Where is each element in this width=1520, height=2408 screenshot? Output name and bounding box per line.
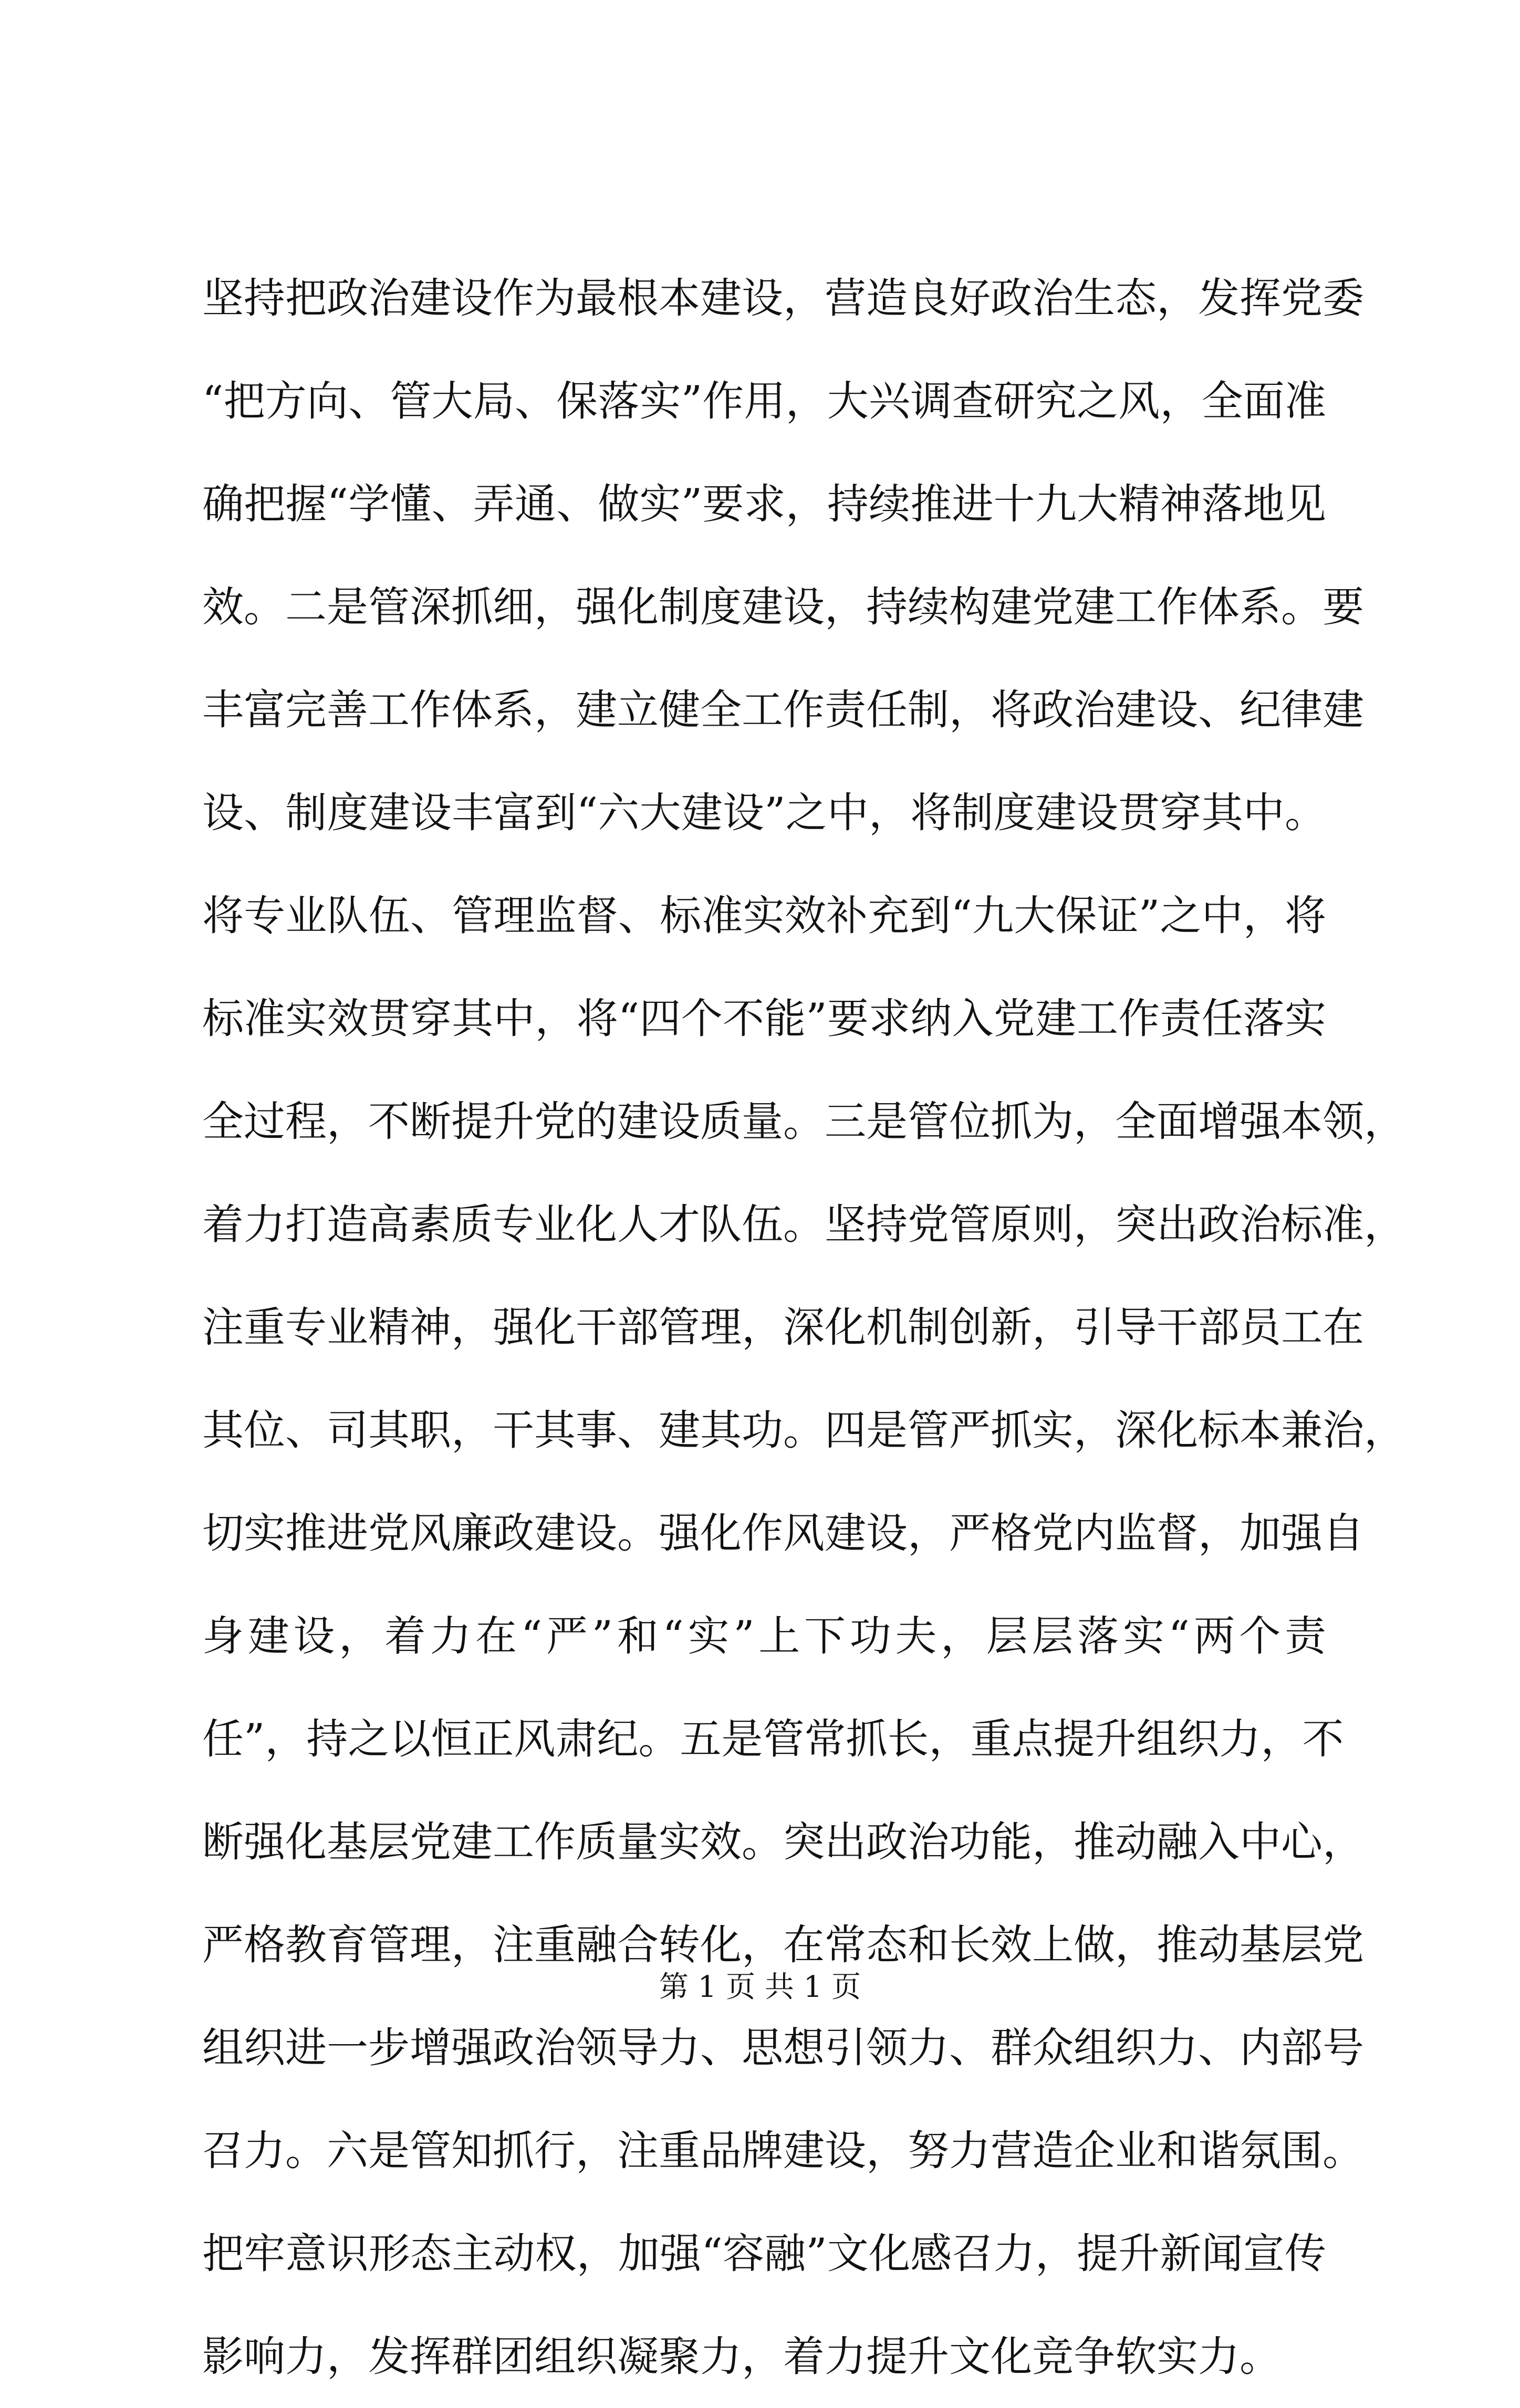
text-line: 把牢意识形态主动权，加强“容融”文化感召力，提升新闻宣传 [202,2229,1326,2278]
text-line: 严格教育管理，注重融合转化，在常态和长效上做，推动基层党 [202,1921,1364,1969]
text-line: 任”，持之以恒正风肃纪。五是管常抓长，重点提升组织力，不 [202,1715,1344,1763]
text-line: “把方向、管大局、保落实”作用，大兴调查研究之风，全面准 [202,377,1326,425]
text-line: 确把握“学懂、弄通、做实”要求，持续推进十九大精神落地见 [202,480,1326,528]
text-line: 丰富完善工作体系，建立健全工作责任制，将政治建设、纪律建 [202,686,1364,734]
text-line: 身建设，着力在“严”和“实”上下功夫，层层落实“两个责 [202,1612,1326,1660]
text-line: 将专业队伍、管理监督、标准实效补充到“九大保证”之中，将 [202,892,1326,940]
text-line: 断强化基层党建工作质量实效。突出政治功能，推动融入中心， [202,1818,1364,1866]
text-line: 影响力，发挥群团组织凝聚力，着力提升文化竞争软实力。 [202,2332,1281,2381]
text-line: 组织进一步增强政治领导力、思想引领力、群众组织力、内部号 [202,2024,1364,2072]
text-line: 全过程，不断提升党的建设质量。三是管位抓为，全面增强本领， [202,1097,1406,1146]
body-paragraph [202,247,1406,2408]
text-line: 召力。六是管知抓行，注重品牌建设，努力营造企业和谐氛围。 [202,2127,1364,2175]
text-line: 其位、司其职，干其事、建其功。四是管严抓实，深化标本兼治， [202,1406,1406,1454]
text-line: 着力打造高素质专业化人才队伍。坚持党管原则，突出政治标准， [202,1200,1406,1249]
text-line: 设、制度建设丰富到“六大建设”之中，将制度建设贯穿其中。 [202,789,1326,837]
text-line: 标准实效贯穿其中，将“四个不能”要求纳入党建工作责任落实 [202,994,1326,1043]
text-line: 坚持把政治建设作为最根本建设，营造良好政治生态，发挥党委 [202,274,1364,322]
page-footer: 第 1 页 共 1 页 [659,1970,861,2004]
text-line: 切实推进党风廉政建设。强化作风建设，严格党内监督，加强自 [202,1509,1364,1557]
text-line: 注重专业精神，强化干部管理，深化机制创新，引导干部员工在 [202,1303,1364,1352]
text-line: 效。二是管深抓细，强化制度建设，持续构建党建工作体系。要 [202,583,1364,631]
